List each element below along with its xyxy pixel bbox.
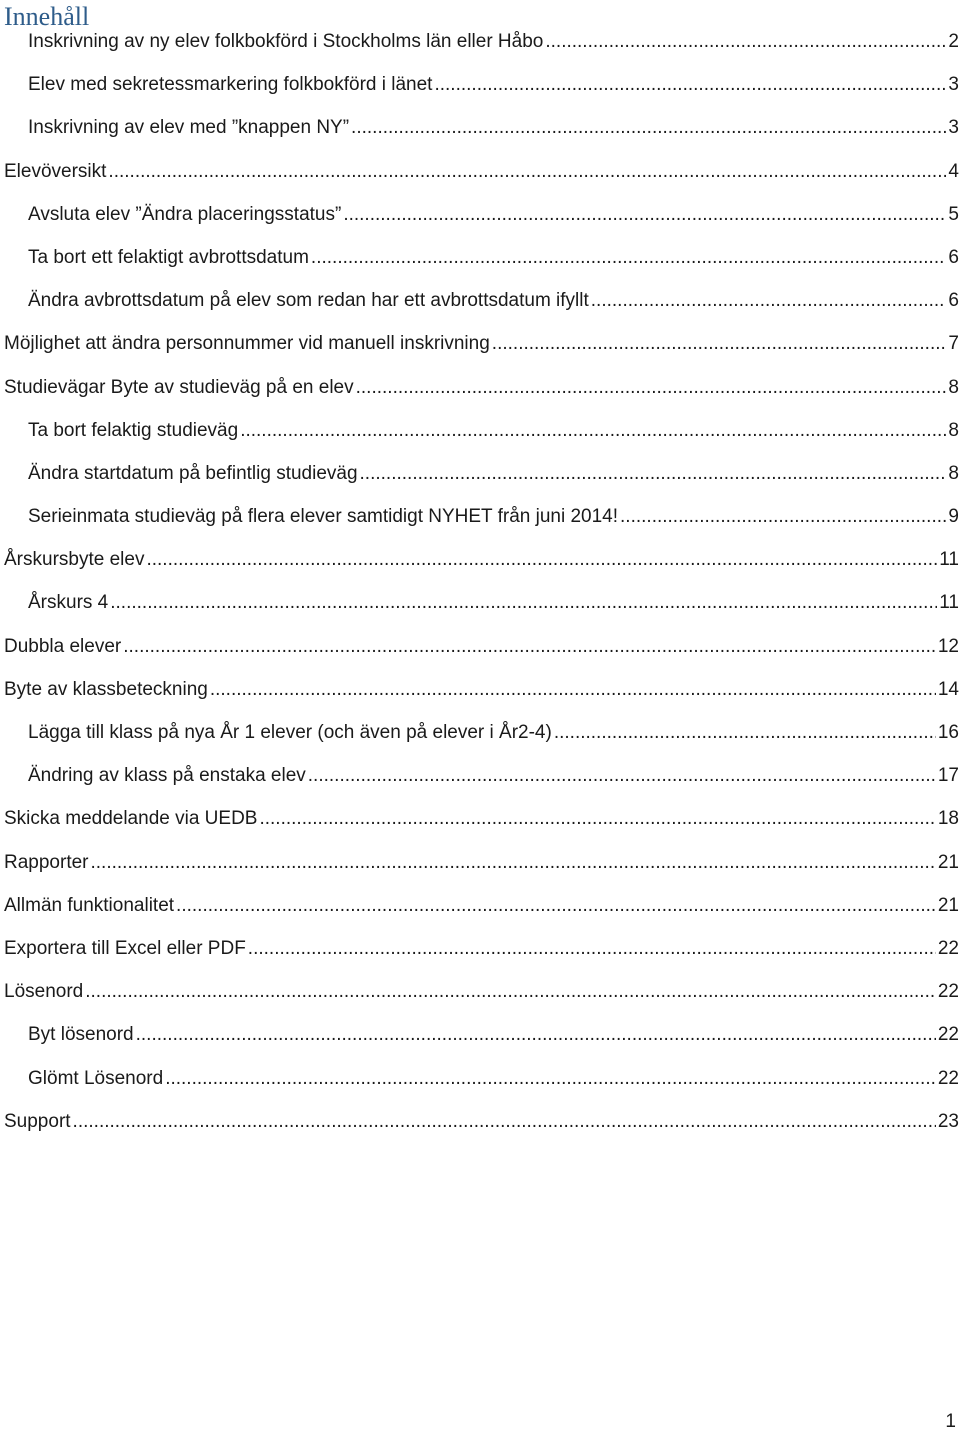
toc-entry[interactable] [0,765,960,808]
toc-entry[interactable] [0,333,960,376]
toc-entry-text[interactable]: Dubbla elever [4,635,122,657]
toc-entry-text[interactable]: Allmän funktionalitet [4,894,175,916]
toc-entry[interactable] [0,852,960,895]
toc-entry-text[interactable]: Årskursbyte elev [4,549,145,571]
toc-dot-leader [240,420,946,442]
toc-entry[interactable] [0,636,960,679]
toc-entry-page[interactable]: 18 [937,808,959,830]
toc-dot-leader [165,1068,936,1090]
toc-entry-text[interactable]: Elev med sekretessmarkering folkbokförd i länet [28,74,433,96]
toc-dot-leader [308,765,936,787]
toc-entry-page[interactable]: 8 [948,376,959,398]
toc-entry-text[interactable]: Glömt Lösenord [28,1067,164,1089]
toc-entry[interactable] [0,1024,960,1067]
toc-entry-text[interactable]: Årskurs 4 [28,592,109,614]
toc-entry[interactable] [0,247,960,290]
toc-dot-leader [210,679,936,701]
toc-entry-page[interactable]: 3 [948,117,959,139]
toc-dot-leader [123,636,936,658]
toc-dot-leader [248,938,936,960]
toc-dot-leader [259,808,935,830]
toc-entry-page[interactable]: 21 [937,851,959,873]
toc-entry-page[interactable]: 23 [937,1110,959,1132]
toc-entry[interactable] [0,74,960,117]
toc-entry[interactable] [0,895,960,938]
toc-entry-page[interactable]: 22 [937,981,959,1003]
toc-dot-leader [85,981,936,1003]
toc-entry-text[interactable]: Ta bort felaktig studieväg [28,419,239,441]
toc-entry[interactable] [0,117,960,160]
toc-entry-text[interactable]: Ändra avbrottsdatum på elev som redan har ett avbrottsdatum ifyllt [28,290,589,312]
toc-dot-leader [492,333,947,355]
toc-entry[interactable] [0,679,960,722]
toc-entry-text[interactable]: Möjlighet att ändra personnummer vid manuell inskrivning [4,333,490,355]
toc-dot-leader [91,852,936,874]
toc-entry-text[interactable]: Inskrivning av ny elev folkbokförd i Stockholms län eller Håbo [28,31,544,52]
toc-entry[interactable] [0,808,960,851]
toc-dot-leader [136,1024,936,1046]
toc-entry[interactable] [0,463,960,506]
toc-entry[interactable] [0,981,960,1024]
toc-entry-page[interactable]: 9 [948,506,959,528]
toc-entry-page[interactable]: 22 [937,1067,959,1089]
toc-entry-text[interactable]: Studievägar Byte av studieväg på en elev [4,376,354,398]
toc-entry-page[interactable]: 7 [948,333,959,355]
toc-entry-page[interactable]: 17 [937,765,959,787]
toc-list [0,31,960,1154]
toc-entry-page[interactable]: 22 [937,937,959,959]
toc-entry-text[interactable]: Serieinmata studieväg på flera elever samtidigt NYHET från juni 2014! [28,506,619,528]
toc-dot-leader [108,161,946,183]
toc-entry-text[interactable]: Byte av klassbeteckning [4,678,208,700]
toc-title: Innehåll [4,2,90,31]
toc-entry-page[interactable]: 8 [948,419,959,441]
toc-entry[interactable] [0,1068,960,1111]
toc-entry-page[interactable]: 6 [948,290,959,312]
toc-dot-leader [110,592,937,614]
toc-dot-leader [545,31,946,53]
toc-dot-leader [356,377,947,399]
toc-entry-page[interactable]: 5 [948,203,959,225]
toc-dot-leader [146,549,937,571]
toc-dot-leader [591,290,947,312]
toc-entry-text[interactable]: Ändra startdatum på befintlig studieväg [28,462,358,484]
toc-entry-page[interactable]: 2 [948,31,959,52]
toc-entry-text[interactable]: Inskrivning av elev med ”knappen NY” [28,117,350,139]
toc-entry-text[interactable]: Support [4,1110,71,1132]
toc-entry[interactable] [0,290,960,333]
toc-dot-leader [360,463,947,485]
toc-entry-text[interactable]: Byt lösenord [28,1024,134,1046]
toc-entry-page[interactable]: 21 [937,894,959,916]
toc-entry[interactable] [0,31,960,74]
toc-entry-page[interactable]: 12 [937,635,959,657]
toc-entry[interactable] [0,549,960,592]
toc-entry[interactable] [0,722,960,765]
toc-entry-page[interactable]: 4 [948,160,959,182]
page-number: 1 [945,1411,956,1432]
toc-entry-page[interactable]: 11 [939,549,959,571]
toc-entry[interactable] [0,506,960,549]
toc-dot-leader [434,74,946,96]
toc-dot-leader [73,1111,936,1133]
toc-entry[interactable] [0,592,960,635]
toc-entry[interactable] [0,1111,960,1154]
toc-entry[interactable] [0,161,960,204]
toc-entry-page[interactable]: 14 [937,678,959,700]
toc-dot-leader [620,506,946,528]
toc-entry-page[interactable]: 16 [937,722,959,743]
toc-entry[interactable] [0,377,960,420]
toc-entry-text[interactable]: Lägga till klass på nya År 1 elever (och även på elever i År2-4) [28,722,552,743]
toc-entry[interactable] [0,204,960,247]
toc-entry-page[interactable]: 3 [948,74,959,96]
toc-entry-page[interactable]: 8 [948,462,959,484]
toc-entry-page[interactable]: 6 [948,246,959,268]
toc-entry-text[interactable]: Elevöversikt [4,160,107,182]
toc-dot-leader [554,722,936,744]
toc-entry-text[interactable]: Avsluta elev ”Ändra placeringsstatus” [28,203,342,225]
toc-dot-leader [351,117,946,139]
toc-entry-text[interactable]: Rapporter [4,851,89,873]
toc-dot-leader [343,204,946,226]
toc-entry-text[interactable]: Ta bort ett felaktigt avbrottsdatum [28,246,309,268]
toc-entry[interactable] [0,938,960,981]
toc-dot-leader [176,895,936,917]
toc-entry[interactable] [0,420,960,463]
toc-entry-page[interactable]: 11 [939,592,959,614]
toc-entry-text[interactable]: Skicka meddelande via UEDB [4,808,258,830]
toc-dot-leader [311,247,947,269]
toc-entry-text[interactable]: Exportera till Excel eller PDF [4,937,246,959]
toc-entry-text[interactable]: Ändring av klass på enstaka elev [28,765,306,787]
toc-entry-page[interactable]: 22 [937,1024,959,1046]
toc-entry-text[interactable]: Lösenord [4,981,84,1003]
